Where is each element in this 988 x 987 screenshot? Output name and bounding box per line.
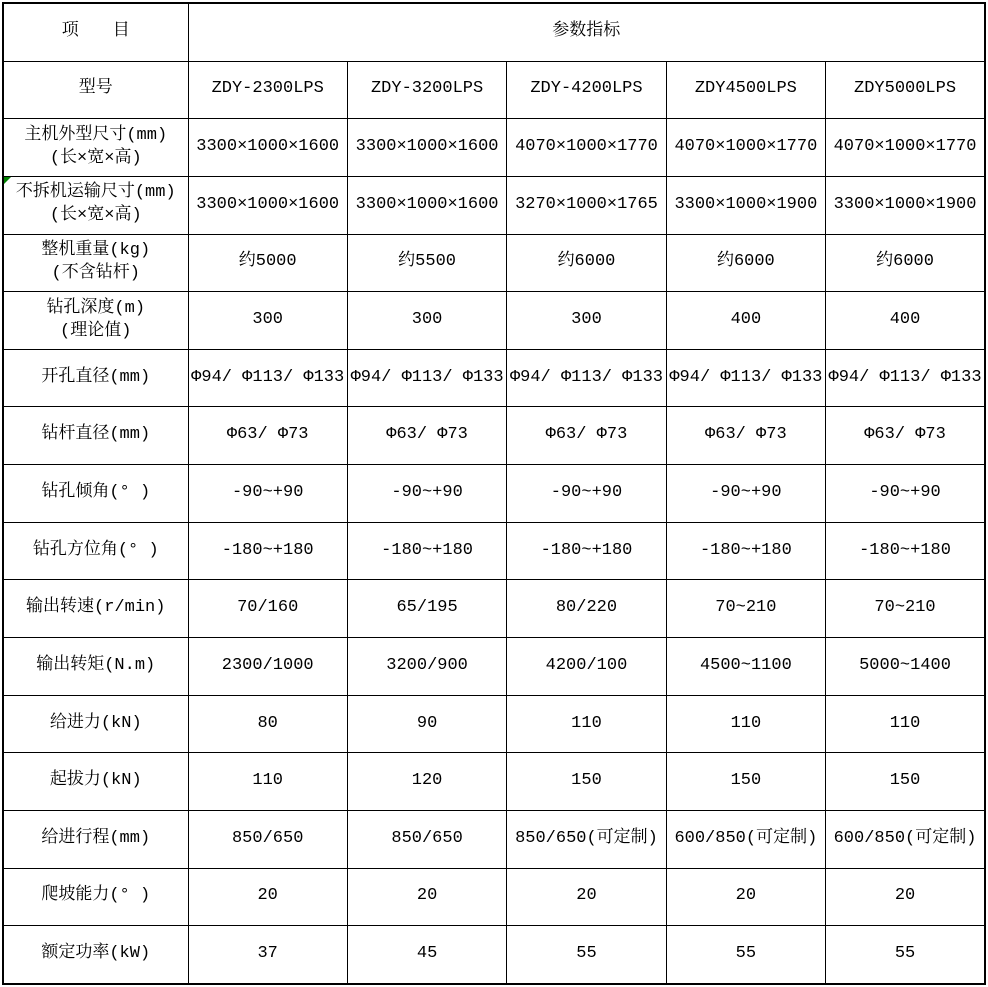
value-cell: 约5500 xyxy=(347,234,506,292)
value-cell: Φ94/ Φ113/ Φ133 xyxy=(507,349,666,407)
table-row xyxy=(3,868,985,926)
row-label-cell xyxy=(3,119,188,177)
value-cell: Φ63/ Φ73 xyxy=(507,407,666,465)
value-cell: Φ94/ Φ113/ Φ133 xyxy=(347,349,506,407)
table-row xyxy=(3,522,985,580)
row-label-cell xyxy=(3,580,188,638)
model-name-cell: ZDY-2300LPS xyxy=(188,61,347,119)
value-cell: 3300×1000×1600 xyxy=(347,119,506,177)
row-label-line: 开孔直径(mm) xyxy=(41,367,151,387)
table-row xyxy=(3,465,985,523)
value-cell: -180~+180 xyxy=(666,522,825,580)
row-label-line: 给进行程(mm) xyxy=(41,828,151,848)
value-cell: 4500~1100 xyxy=(666,638,825,696)
value-cell: 20 xyxy=(666,868,825,926)
table-row xyxy=(3,349,985,407)
value-cell: 80/220 xyxy=(507,580,666,638)
value-cell: 3300×1000×1900 xyxy=(666,176,825,234)
row-label-cell xyxy=(3,695,188,753)
row-label-line: (不含钻杆) xyxy=(51,263,140,283)
value-cell: -90~+90 xyxy=(188,465,347,523)
table-row xyxy=(3,119,985,177)
row-label-line: 输出转矩(N.m) xyxy=(36,655,156,675)
row-label-line: 起拔力(kN) xyxy=(49,771,142,791)
value-cell: 3300×1000×1600 xyxy=(188,119,347,177)
row-label-line: 主机外型尺寸(mm) xyxy=(24,125,168,145)
value-cell: 110 xyxy=(666,695,825,753)
table-row xyxy=(3,234,985,292)
value-cell: Φ63/ Φ73 xyxy=(188,407,347,465)
row-label-line: (长×宽×高) xyxy=(49,206,142,226)
value-cell: 55 xyxy=(507,926,666,984)
row-label-cell xyxy=(3,868,188,926)
value-cell: 约5000 xyxy=(188,234,347,292)
row-label-line: 输出转速(r/min) xyxy=(26,598,166,618)
row-label-line: 不拆机运输尺寸(mm) xyxy=(15,183,176,203)
model-row-label-cell: 型号 xyxy=(3,61,188,119)
row-label-cell xyxy=(3,349,188,407)
table-row xyxy=(3,638,985,696)
table-row xyxy=(3,926,985,984)
value-cell: 300 xyxy=(347,292,506,350)
model-name-cell: ZDY5000LPS xyxy=(826,61,985,119)
value-cell: 3270×1000×1765 xyxy=(507,176,666,234)
value-cell: 约6000 xyxy=(666,234,825,292)
table-row xyxy=(3,810,985,868)
row-label-cell xyxy=(3,638,188,696)
value-cell: 4070×1000×1770 xyxy=(826,119,985,177)
value-cell: 5000~1400 xyxy=(826,638,985,696)
row-label-line: 钻孔方位角(° ) xyxy=(32,540,159,560)
row-label-line: 爬坡能力(° ) xyxy=(41,886,151,906)
model-row xyxy=(3,61,985,119)
value-cell: 2300/1000 xyxy=(188,638,347,696)
value-cell: 20 xyxy=(188,868,347,926)
value-cell: 3300×1000×1900 xyxy=(826,176,985,234)
value-cell: 400 xyxy=(666,292,825,350)
value-cell: Φ63/ Φ73 xyxy=(347,407,506,465)
value-cell: 20 xyxy=(826,868,985,926)
model-name-cell: ZDY-4200LPS xyxy=(507,61,666,119)
value-cell: 150 xyxy=(507,753,666,811)
row-label-line: 钻孔倾角(° ) xyxy=(41,482,151,502)
value-cell: 600/850(可定制) xyxy=(826,810,985,868)
value-cell: 70~210 xyxy=(666,580,825,638)
value-cell: 300 xyxy=(507,292,666,350)
row-label-line: 额定功率(kW) xyxy=(41,944,151,964)
value-cell: 45 xyxy=(347,926,506,984)
item-header-cell: 项 目 xyxy=(3,3,188,61)
value-cell: 4070×1000×1770 xyxy=(666,119,825,177)
cell-corner-marker-icon xyxy=(4,177,11,184)
value-cell: 65/195 xyxy=(347,580,506,638)
row-label-line: 钻杆直径(mm) xyxy=(41,425,151,445)
row-label-line: 给进力(kN) xyxy=(49,713,142,733)
value-cell: 400 xyxy=(826,292,985,350)
row-label-cell xyxy=(3,292,188,350)
value-cell: 55 xyxy=(666,926,825,984)
value-cell: 约6000 xyxy=(507,234,666,292)
value-cell: 37 xyxy=(188,926,347,984)
row-label-cell xyxy=(3,176,188,234)
value-cell: 90 xyxy=(347,695,506,753)
value-cell: -180~+180 xyxy=(507,522,666,580)
value-cell: Φ63/ Φ73 xyxy=(666,407,825,465)
value-cell: 约6000 xyxy=(826,234,985,292)
value-cell: 850/650 xyxy=(347,810,506,868)
value-cell: 70/160 xyxy=(188,580,347,638)
value-cell: -90~+90 xyxy=(666,465,825,523)
value-cell: 110 xyxy=(188,753,347,811)
value-cell: 150 xyxy=(666,753,825,811)
value-cell: Φ94/ Φ113/ Φ133 xyxy=(666,349,825,407)
header-row xyxy=(3,3,985,61)
row-label-cell xyxy=(3,407,188,465)
row-label-line: 钻孔深度(m) xyxy=(46,298,146,318)
value-cell: Φ94/ Φ113/ Φ133 xyxy=(188,349,347,407)
spec-table-body xyxy=(3,3,985,984)
value-cell: 3200/900 xyxy=(347,638,506,696)
value-cell: 600/850(可定制) xyxy=(666,810,825,868)
value-cell: 4070×1000×1770 xyxy=(507,119,666,177)
value-cell: -90~+90 xyxy=(826,465,985,523)
value-cell: 20 xyxy=(347,868,506,926)
model-name-cell: ZDY4500LPS xyxy=(666,61,825,119)
value-cell: -180~+180 xyxy=(188,522,347,580)
spec-table xyxy=(2,2,986,985)
value-cell: 300 xyxy=(188,292,347,350)
value-cell: 850/650(可定制) xyxy=(507,810,666,868)
value-cell: -180~+180 xyxy=(826,522,985,580)
table-row xyxy=(3,753,985,811)
row-label-line: (长×宽×高) xyxy=(49,148,142,168)
value-cell: 110 xyxy=(507,695,666,753)
value-cell: 3300×1000×1600 xyxy=(188,176,347,234)
params-header-cell: 参数指标 xyxy=(188,3,985,61)
value-cell: 150 xyxy=(826,753,985,811)
row-label-line: 整机重量(kg) xyxy=(41,240,151,260)
model-name-cell: ZDY-3200LPS xyxy=(347,61,506,119)
row-label-cell xyxy=(3,810,188,868)
table-row xyxy=(3,695,985,753)
value-cell: 850/650 xyxy=(188,810,347,868)
row-label-cell xyxy=(3,522,188,580)
value-cell: 20 xyxy=(507,868,666,926)
table-row xyxy=(3,292,985,350)
row-label-cell xyxy=(3,753,188,811)
value-cell: Φ63/ Φ73 xyxy=(826,407,985,465)
value-cell: -90~+90 xyxy=(507,465,666,523)
table-row xyxy=(3,407,985,465)
value-cell: -180~+180 xyxy=(347,522,506,580)
row-label-cell xyxy=(3,926,188,984)
value-cell: 110 xyxy=(826,695,985,753)
table-row xyxy=(3,580,985,638)
row-label-cell xyxy=(3,465,188,523)
value-cell: 80 xyxy=(188,695,347,753)
row-label-cell xyxy=(3,234,188,292)
row-label-line: (理论值) xyxy=(60,321,132,341)
value-cell: -90~+90 xyxy=(347,465,506,523)
value-cell: Φ94/ Φ113/ Φ133 xyxy=(826,349,985,407)
value-cell: 55 xyxy=(826,926,985,984)
value-cell: 4200/100 xyxy=(507,638,666,696)
value-cell: 70~210 xyxy=(826,580,985,638)
table-row xyxy=(3,176,985,234)
value-cell: 120 xyxy=(347,753,506,811)
value-cell: 3300×1000×1600 xyxy=(347,176,506,234)
